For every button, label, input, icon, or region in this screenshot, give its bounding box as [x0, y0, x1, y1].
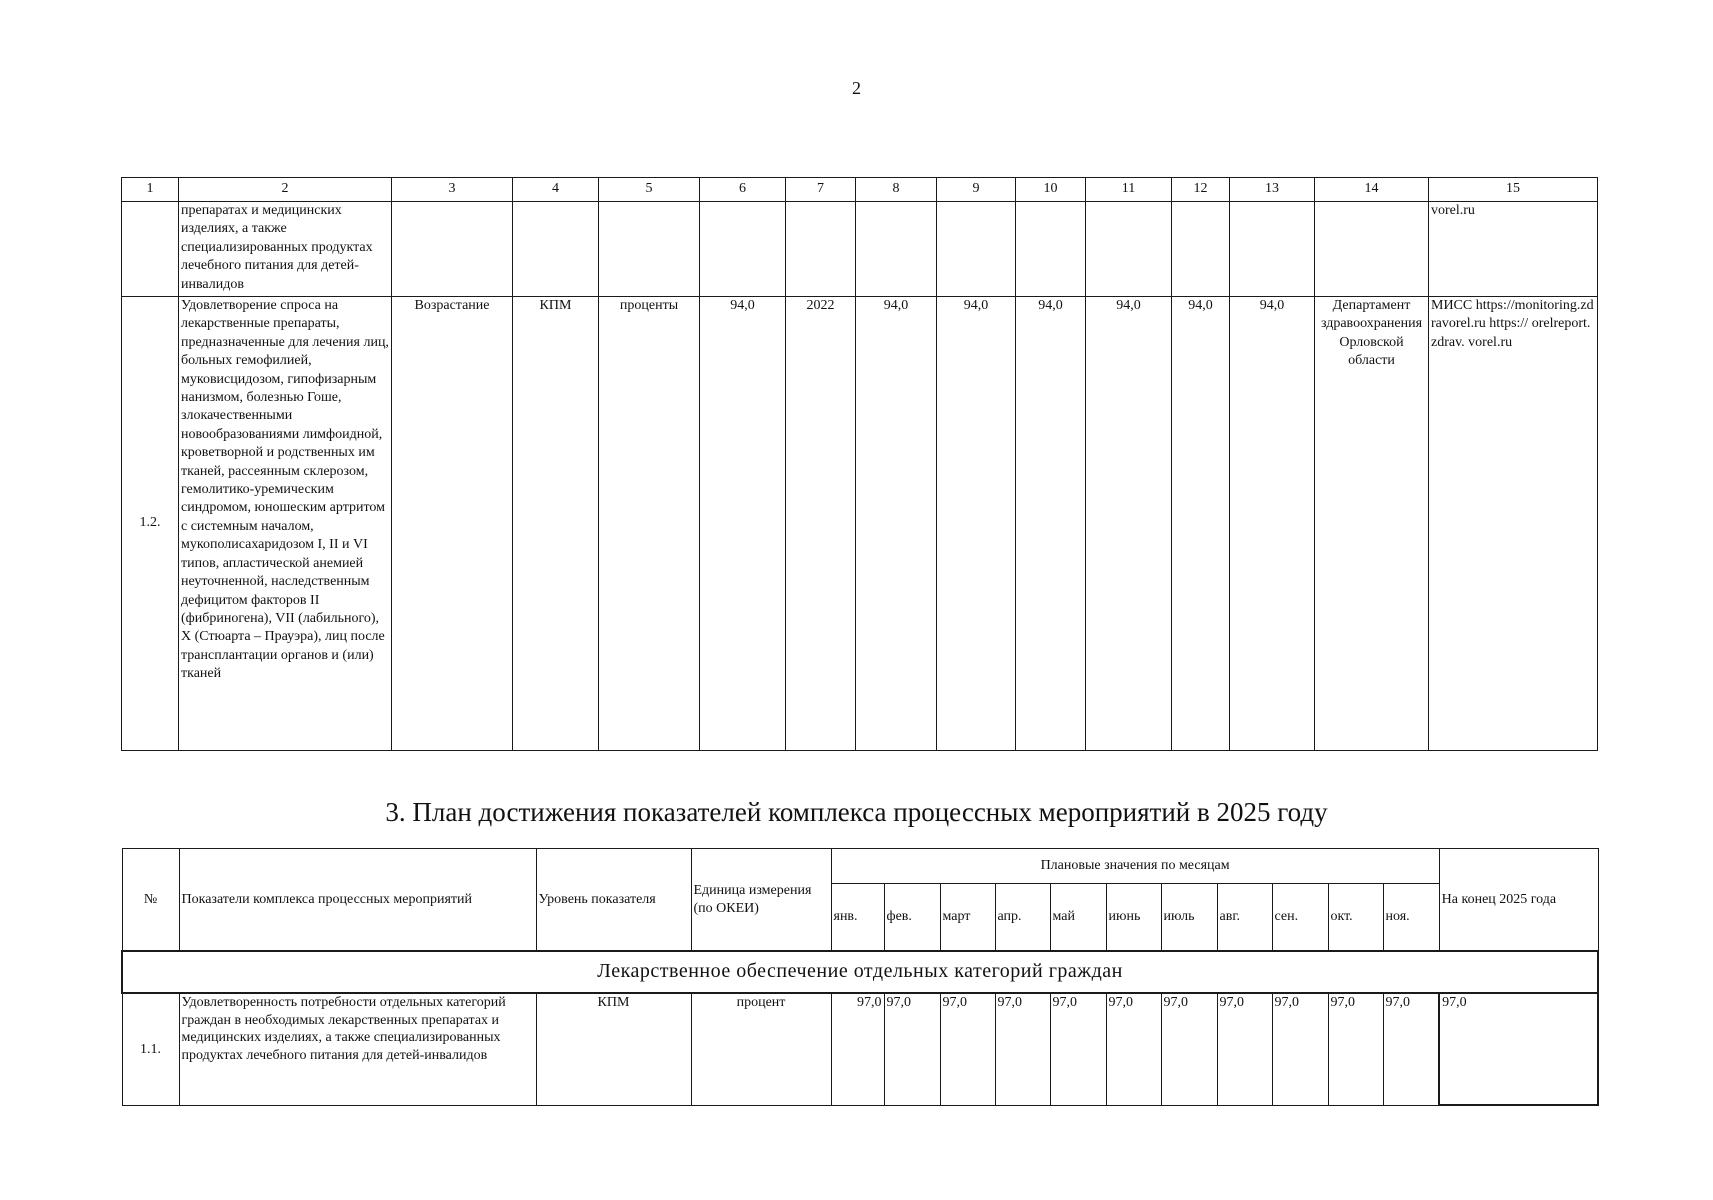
cell — [1172, 202, 1230, 297]
row-number-cell: 1.2. — [122, 297, 179, 751]
header-month: сен. — [1272, 884, 1328, 952]
header-month: июнь — [1106, 884, 1161, 952]
header-level: Уровень показателя — [536, 849, 691, 952]
header-month: июль — [1161, 884, 1217, 952]
cell — [856, 202, 937, 297]
trend-cell: Возрастание — [392, 297, 513, 751]
header-month: авг. — [1217, 884, 1272, 952]
category-row — [122, 951, 1598, 993]
value-cell: 94,0 — [856, 297, 937, 751]
cell — [1315, 202, 1429, 297]
month-value-cell: 97,0 — [1272, 993, 1328, 1105]
cell — [700, 202, 786, 297]
header-month: март — [940, 884, 995, 952]
header-month: май — [1050, 884, 1106, 952]
column-number: 11 — [1086, 178, 1172, 202]
header-month: янв. — [831, 884, 884, 952]
cell — [1016, 202, 1086, 297]
row-number-cell: 1.1. — [122, 993, 179, 1105]
month-value-cell: 97,0 — [940, 993, 995, 1105]
indicator-name-cell: препаратах и медицинских изделиях, а также специализированных продуктах лечебного питания для детей-инвалидов — [179, 202, 392, 297]
month-value-cell: 97,0 — [1328, 993, 1383, 1105]
base-value-cell: 94,0 — [700, 297, 786, 751]
table-row — [122, 993, 1598, 1105]
info-system-cell: vorel.ru — [1429, 202, 1598, 297]
column-number: 15 — [1429, 178, 1598, 202]
header-month: ноя. — [1383, 884, 1439, 952]
column-number: 8 — [856, 178, 937, 202]
indicator-name-cell: Удовлетворение спроса на лекарственные препараты, предназначенные для лечения лиц, больных гемофилией, муковисцидозом, гипофизарным нанизмом, болезнью Гоше, злокачественными новообразованиями лимфоидной, кроветворной и родственных им тканей, рассеянным склерозом, гемолитико-уремическим синдромом, юношеским артритом с системным началом, мукополисахаридозом I, II и VI типов, апластической анемией неуточненной, наследственным дефицитом факторов II (фибриногена), VII (лабильного), X (Стюарта – Прауэра), лиц после трансплантации органов и (или) тканей — [179, 297, 392, 751]
value-cell: 94,0 — [937, 297, 1016, 751]
cell — [1086, 202, 1172, 297]
column-number: 12 — [1172, 178, 1230, 202]
section-title: 3. План достижения показателей комплекса процессных мероприятий в 2025 году — [385, 797, 1328, 827]
month-value-cell: 97,0 — [1106, 993, 1161, 1105]
month-value-cell: 97,0 — [1050, 993, 1106, 1105]
level-cell: КПМ — [536, 993, 691, 1105]
page-number: 2 — [852, 78, 861, 98]
end-of-year-value-cell: 97,0 — [1439, 993, 1598, 1105]
column-number: 10 — [1016, 178, 1086, 202]
column-number: 2 — [179, 178, 392, 202]
month-value-cell: 97,0 — [1161, 993, 1217, 1105]
cell — [937, 202, 1016, 297]
cell — [392, 202, 513, 297]
unit-cell: проценты — [599, 297, 700, 751]
header-planned-values: Плановые значения по месяцам — [831, 849, 1439, 884]
column-number: 1 — [122, 178, 179, 202]
column-number: 14 — [1315, 178, 1429, 202]
header-month: апр. — [995, 884, 1050, 952]
value-cell: 94,0 — [1086, 297, 1172, 751]
category-title: Лекарственное обеспечение отдельных категорий граждан — [122, 951, 1598, 993]
header-month: фев. — [884, 884, 940, 952]
column-number: 3 — [392, 178, 513, 202]
value-cell: 94,0 — [1172, 297, 1230, 751]
table-row — [122, 297, 1598, 751]
header-month: окт. — [1328, 884, 1383, 952]
column-number: 13 — [1230, 178, 1315, 202]
column-number: 5 — [599, 178, 700, 202]
month-value-cell: 97,0 — [995, 993, 1050, 1105]
table-row — [122, 202, 1598, 297]
info-system-cell: МИСС https://monitoring.zdravorel.ru https:// orelreport. zdrav. vorel.ru — [1429, 297, 1598, 751]
cell — [599, 202, 700, 297]
column-number: 7 — [786, 178, 856, 202]
value-cell: 94,0 — [1230, 297, 1315, 751]
month-value-cell: 97,0 — [831, 993, 884, 1105]
indicators-table-continued — [121, 177, 1598, 751]
header-unit: Единица измерения (по ОКЕИ) — [691, 849, 831, 952]
column-number: 6 — [700, 178, 786, 202]
responsible-cell: Департамент здравоохранения Орловской области — [1315, 297, 1429, 751]
month-value-cell: 97,0 — [1217, 993, 1272, 1105]
unit-cell: процент — [691, 993, 831, 1105]
header-number: № — [122, 849, 179, 952]
header-end-of-year: На конец 2025 года — [1439, 849, 1598, 952]
cell — [513, 202, 599, 297]
month-value-cell: 97,0 — [884, 993, 940, 1105]
base-year-cell: 2022 — [786, 297, 856, 751]
indicator-name-cell: Удовлетворенность потребности отдельных категорий граждан в необходимых лекарственных препаратах и медицинских изделиях, а также специализированных продуктах лечебного питания для детей-инвалидов — [179, 993, 536, 1105]
header-indicator: Показатели комплекса процессных мероприятий — [179, 849, 536, 952]
column-number: 4 — [513, 178, 599, 202]
plan-table — [121, 848, 1599, 1106]
cell — [786, 202, 856, 297]
column-number: 9 — [937, 178, 1016, 202]
month-value-cell: 97,0 — [1383, 993, 1439, 1105]
table-header-row — [122, 849, 1598, 884]
table-header-row — [122, 178, 1598, 202]
row-number-cell — [122, 202, 179, 297]
value-cell: 94,0 — [1016, 297, 1086, 751]
cell — [1230, 202, 1315, 297]
level-cell: КПМ — [513, 297, 599, 751]
